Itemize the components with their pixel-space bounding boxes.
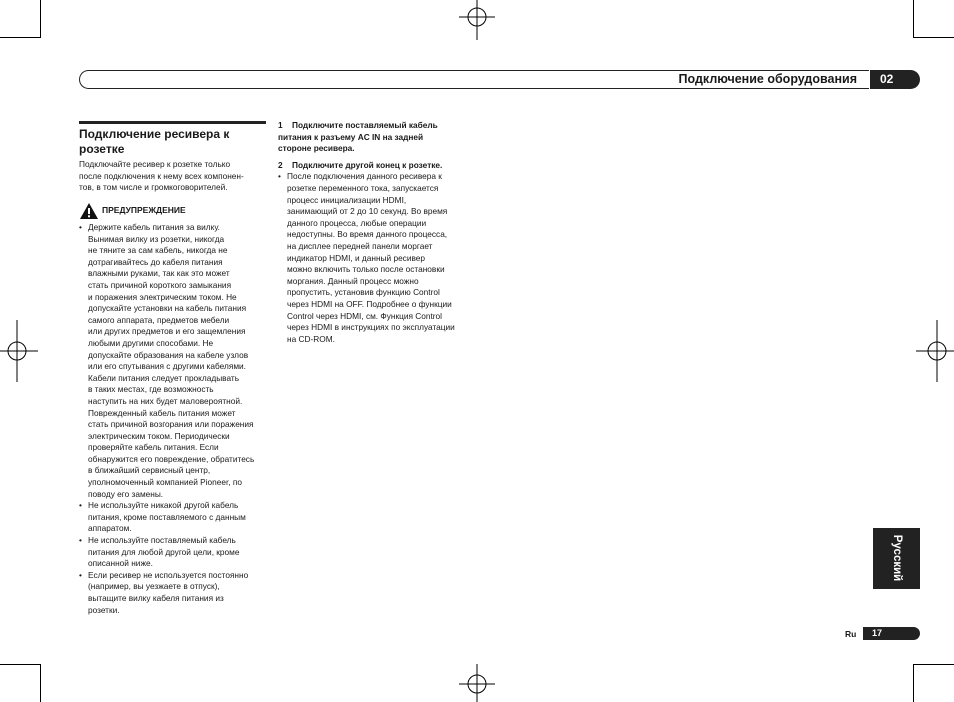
registration-mark-bottom [456, 664, 498, 702]
registration-mark-left [0, 320, 40, 382]
text-line: после подключения к нему всех компонен- [79, 170, 244, 181]
step-2: 2 Подключите другой конец к розетке. [278, 159, 443, 170]
language-code: Ru [845, 629, 857, 639]
chapter-number: 02 [870, 70, 920, 89]
steps-column [278, 120, 470, 345]
text-line: тов, в том числе и громкоговорителей. [79, 182, 228, 193]
step-number: 1 [278, 120, 283, 130]
warning-title: ПРЕДУПРЕЖДЕНИЕ [102, 205, 186, 216]
warning-block [79, 202, 269, 616]
list-item: • После подключения данного ресивера к розетке переменного тока, запускается процесс инициализации HDMI, занимающий от 2 до 10 секунд. Во время данного процесса, любые операции недоступны. Во время данного процесса, на дисплее передней панели моргает индикатор HDMI, и данный ресивер можно включить только после остановки моргания. Данный процесс можно пропустить, установив функцию Control через HDMI на OFF. Подробнее о функции Control через HDMI, см. Функция Control через HDMI в инструкциях по эксплуатации на CD-ROM. [278, 171, 470, 345]
warning-list [79, 222, 269, 616]
list-item: • Держите кабель питания за вилку. Вынимая вилку из розетки, никогда не тяните за сам кабель, никогда не дотрагивайтесь до кабеля питания влажными руками, так как это может стать причиной короткого замыкания и поражения электрическим током. Не допускайте установки на кабель питания самого аппарата, предметов мебели или других предметов и его защемления любыми другими способами. Не допускайте образования на кабеле узлов или его спутывания с другими кабелями. Кабели питания следует прокладывать в таких местах, где возможность наступить на них будет маловероятной. Поврежденный кабель питания может стать причиной возгорания или поражения электрическим током. Периодически проверяйте кабель питания. Если обнаружится его повреждение, обратитесь в ближайший сервисный центр, уполномоченный компанией Pioneer, по поводу его замены. [79, 222, 269, 500]
page-number: 17 [863, 627, 920, 640]
registration-mark-top [456, 0, 498, 40]
list-item: • Если ресивер не используется постоянно (например, вы уезжаете в отпуск), вытащите вилку кабеля питания из розетки. [79, 570, 269, 616]
step-1: 1 Подключите поставляемый кабель питания к разъему AC IN на задней стороне ресивера. [278, 120, 438, 154]
warning-header [79, 202, 269, 220]
text-line: Подключайте ресивер к розетке только [79, 159, 231, 169]
list-item: • Не используйте никакой другой кабель питания, кроме поставляемого с данным аппаратом. [79, 500, 269, 535]
intro-paragraph [79, 159, 269, 194]
section-title: Подключение оборудования [678, 72, 857, 86]
step-2-details [278, 171, 470, 345]
language-tab-label: Русский [891, 534, 903, 582]
list-item: • Не используйте поставляемый кабель питания для любой другой цели, кроме описанной ниже. [79, 535, 269, 570]
registration-mark-right [914, 320, 954, 382]
heading-rule [79, 121, 266, 124]
section-heading: Подключение ресивера к розетке [79, 127, 230, 156]
warning-icon [79, 202, 99, 220]
step-number: 2 [278, 159, 283, 170]
